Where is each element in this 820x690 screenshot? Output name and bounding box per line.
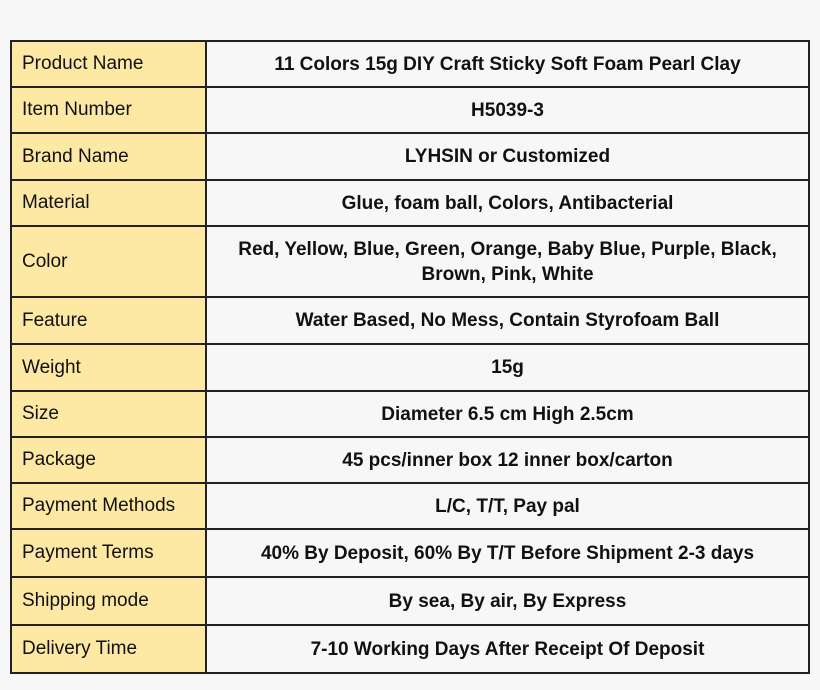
row-label: Material <box>11 180 206 226</box>
table-row <box>11 297 809 344</box>
row-value: 7-10 Working Days After Receipt Of Deposit <box>206 625 809 673</box>
row-value: Diameter 6.5 cm High 2.5cm <box>206 391 809 437</box>
table-row <box>11 133 809 180</box>
row-value: Glue, foam ball, Colors, Antibacterial <box>206 180 809 226</box>
table-row <box>11 344 809 391</box>
table-row <box>11 577 809 625</box>
row-value: 40% By Deposit, 60% By T/T Before Shipment 2-3 days <box>206 529 809 577</box>
row-value: L/C, T/T, Pay pal <box>206 483 809 529</box>
row-label: Payment Terms <box>11 529 206 577</box>
table-row <box>11 87 809 133</box>
row-value: Water Based, No Mess, Contain Styrofoam Ball <box>206 297 809 344</box>
table-row <box>11 226 809 297</box>
row-value: Red, Yellow, Blue, Green, Orange, Baby Blue, Purple, Black, Brown, Pink, White <box>206 226 809 297</box>
row-label: Color <box>11 226 206 297</box>
table-row <box>11 41 809 87</box>
row-value: 45 pcs/inner box 12 inner box/carton <box>206 437 809 483</box>
row-label: Delivery Time <box>11 625 206 673</box>
row-label: Feature <box>11 297 206 344</box>
row-value: 15g <box>206 344 809 391</box>
row-value: 11 Colors 15g DIY Craft Sticky Soft Foam Pearl Clay <box>206 41 809 87</box>
row-label: Weight <box>11 344 206 391</box>
row-label: Package <box>11 437 206 483</box>
product-spec-table <box>10 40 810 674</box>
table-row <box>11 625 809 673</box>
row-value: H5039-3 <box>206 87 809 133</box>
row-label: Brand Name <box>11 133 206 180</box>
row-value: LYHSIN or Customized <box>206 133 809 180</box>
row-value: By sea, By air, By Express <box>206 577 809 625</box>
row-label: Product Name <box>11 41 206 87</box>
row-label: Size <box>11 391 206 437</box>
table-row <box>11 483 809 529</box>
table-row <box>11 180 809 226</box>
row-label: Shipping mode <box>11 577 206 625</box>
row-label: Payment Methods <box>11 483 206 529</box>
table-row <box>11 437 809 483</box>
row-label: Item Number <box>11 87 206 133</box>
table-row <box>11 529 809 577</box>
table-row <box>11 391 809 437</box>
